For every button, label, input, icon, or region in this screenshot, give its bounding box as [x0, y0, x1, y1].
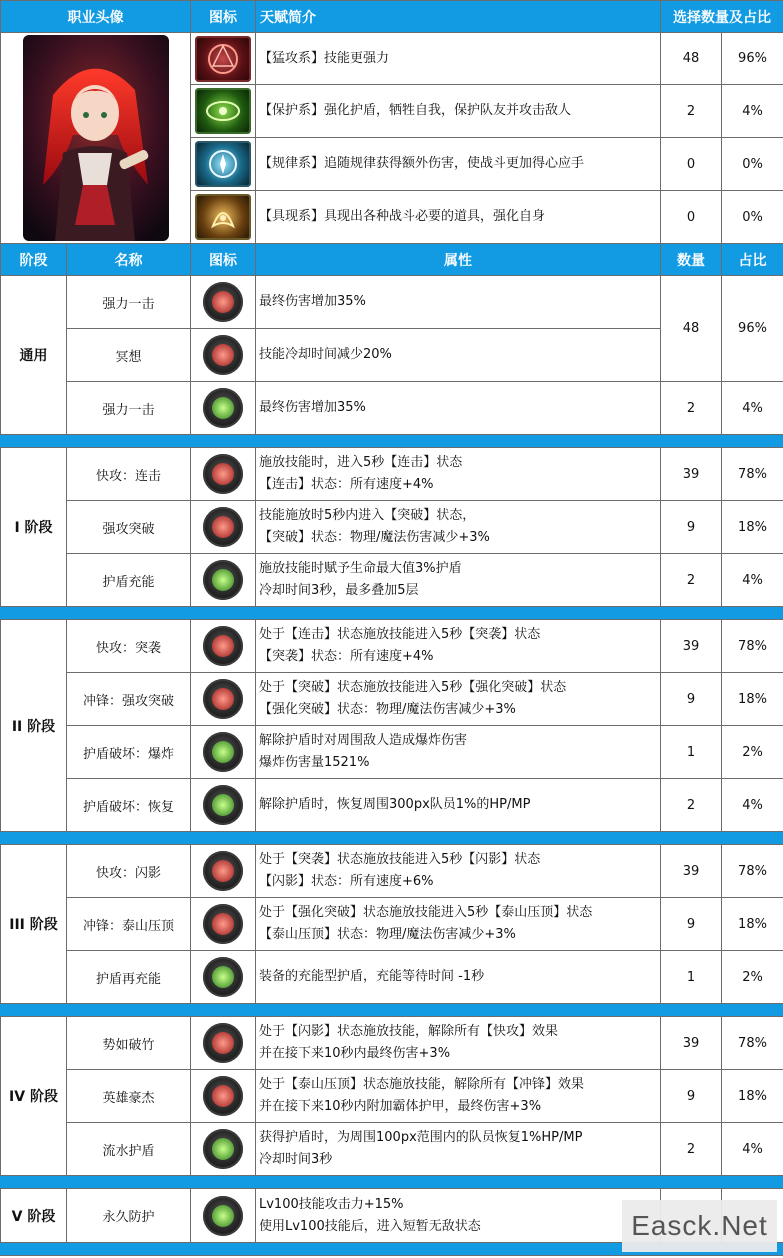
- skill-attr-line: 【突破】状态：物理/魔法伤害减少+3%: [259, 530, 490, 545]
- green-sword-icon: [203, 388, 243, 428]
- stage-divider: [1, 435, 783, 448]
- skill-count: 39: [661, 620, 722, 673]
- skill-attr: [256, 501, 661, 554]
- red-raid-icon: [203, 626, 243, 666]
- skill-pct: 4%: [722, 1123, 783, 1176]
- subheader-pct: 占比: [722, 244, 783, 276]
- skill-attr-line: 冷却时间3秒: [259, 1152, 333, 1167]
- skill-count: 39: [661, 1017, 722, 1070]
- skill-attr: [256, 448, 661, 501]
- red-sigil-icon: [195, 36, 251, 82]
- skill-attr-line: 并在接下来10秒内最终伤害+3%: [259, 1046, 451, 1061]
- subheader-icon: 图标: [191, 244, 256, 276]
- skill-attr-line: 【强化突破】状态：物理/魔法伤害减少+3%: [259, 702, 516, 717]
- talent-count-2: 0: [661, 138, 722, 191]
- talent-count-3: 0: [661, 191, 722, 244]
- skill-attr-line: 爆炸伤害量1521%: [259, 755, 370, 770]
- skill-attr: [256, 845, 661, 898]
- skill-pct: 78%: [722, 845, 783, 898]
- green-water-icon: [203, 1129, 243, 1169]
- skill-attr-line: 【泰山压顶】状态：物理/魔法伤害减少+3%: [259, 927, 516, 942]
- character-portrait: [23, 35, 169, 241]
- skill-attr-line: Lv100技能攻击力+15%: [259, 1196, 404, 1212]
- skill-pct: 2%: [722, 951, 783, 1004]
- skill-count: 9: [661, 501, 722, 554]
- talent-pct-1: 4%: [722, 85, 783, 138]
- stage-divider: [1, 1004, 783, 1017]
- subheader-attr: 属性: [256, 244, 661, 276]
- header-icon: 图标: [191, 1, 256, 33]
- red-break-icon: [203, 507, 243, 547]
- skill-attr: [256, 1123, 661, 1176]
- skill-attr: [256, 1189, 661, 1243]
- skill-pct: 4%: [722, 554, 783, 607]
- skill-attr: [256, 779, 661, 832]
- skill-attr: [256, 726, 661, 779]
- stage-3-label: III 阶段: [1, 845, 67, 1004]
- talent-icon-cell: [191, 138, 256, 191]
- skill-pct: 18%: [722, 501, 783, 554]
- skill-attr: 最终伤害增加35%: [256, 276, 661, 329]
- skill-attr: [256, 898, 661, 951]
- skill-count: 9: [661, 1070, 722, 1123]
- skill-attr: [256, 1070, 661, 1123]
- skill-pct: 78%: [722, 1017, 783, 1070]
- header-portrait: 职业头像: [1, 1, 191, 33]
- stage-1-label: I 阶段: [1, 448, 67, 607]
- red-sword-icon: [203, 282, 243, 322]
- talent-intro-2: 【规律系】追随规律获得额外伤害，使战斗更加得心应手: [256, 138, 661, 191]
- skill-attr-line: 【闪影】状态：所有速度+6%: [259, 874, 434, 889]
- stage-divider: [1, 607, 783, 620]
- talent-pct-2: 0%: [722, 138, 783, 191]
- header-intro: 天赋简介: [256, 1, 661, 33]
- skill-name: 流水护盾: [67, 1123, 191, 1176]
- skill-count: 9: [661, 898, 722, 951]
- stage-2-label: II 阶段: [1, 620, 67, 832]
- stage-divider: [1, 1176, 783, 1189]
- red-shadow-icon: [203, 851, 243, 891]
- skill-attr-line: 处于【强化突破】状态施放技能进入5秒【泰山压顶】状态: [259, 905, 593, 920]
- talent-count-0: 48: [661, 33, 722, 85]
- skill-name: 势如破竹: [67, 1017, 191, 1070]
- skill-name: 冲锋：强攻突破: [67, 673, 191, 726]
- skill-pct: 4%: [722, 382, 783, 435]
- skill-pct: 18%: [722, 898, 783, 951]
- green-shield-icon: [203, 560, 243, 600]
- skill-pct: 18%: [722, 1070, 783, 1123]
- skill-attr-line: 施放技能时赋予生命最大值3%护盾: [259, 561, 462, 576]
- skill-attr-line: 处于【闪影】状态施放技能，解除所有【快攻】效果: [259, 1024, 559, 1039]
- skill-pct: 4%: [722, 779, 783, 832]
- subheader-count: 数量: [661, 244, 722, 276]
- skill-pct: 78%: [722, 620, 783, 673]
- skill-attr-line: 处于【泰山压顶】状态施放技能，解除所有【冲锋】效果: [259, 1077, 585, 1092]
- skill-name: 英雄豪杰: [67, 1070, 191, 1123]
- skill-pct: 18%: [722, 673, 783, 726]
- skill-attr-line: 技能施放时5秒内进入【突破】状态，: [259, 508, 476, 523]
- skill-name: 快攻：连击: [67, 448, 191, 501]
- skill-attr-line: 处于【突破】状态施放技能进入5秒【强化突破】状态: [259, 680, 567, 695]
- skill-count: 39: [661, 845, 722, 898]
- skill-count: 9: [661, 673, 722, 726]
- skill-count: 39: [661, 448, 722, 501]
- skill-pct: 2%: [722, 726, 783, 779]
- skill-attr-line: 解除护盾时，恢复周围300px队员1%的HP/MP: [259, 797, 531, 812]
- skill-attr-line: 冷却时间3秒，最多叠加5层: [259, 583, 419, 598]
- skill-pct: 96%: [722, 276, 783, 382]
- talent-icon-cell: [191, 85, 256, 138]
- gold-flame-icon: [195, 194, 251, 240]
- skill-name: 护盾充能: [67, 554, 191, 607]
- skill-count: 1: [661, 726, 722, 779]
- talent-count-1: 2: [661, 85, 722, 138]
- stage-5-label: V 阶段: [1, 1189, 67, 1243]
- skill-pct: 78%: [722, 448, 783, 501]
- skill-name: 护盾破坏：爆炸: [67, 726, 191, 779]
- green-blast-icon: [203, 732, 243, 772]
- talent-pct-0: 96%: [722, 33, 783, 85]
- stage-divider: [1, 832, 783, 845]
- portrait-cell: [1, 33, 191, 244]
- stage-4-label: IV 阶段: [1, 1017, 67, 1176]
- skill-attr-line: 处于【连击】状态施放技能进入5秒【突袭】状态: [259, 627, 541, 642]
- skill-name: 强攻突破: [67, 501, 191, 554]
- skill-attr-line: 解除护盾时对周围敌人造成爆炸伤害: [259, 733, 468, 748]
- skill-attr: [256, 951, 661, 1004]
- skill-attr-line: 获得护盾时，为周围100px范围内的队员恢复1%HP/MP: [259, 1130, 583, 1145]
- skill-attr-line: 并在接下来10秒内附加霸体护甲，最终伤害+3%: [259, 1099, 542, 1114]
- skill-count: 1: [661, 951, 722, 1004]
- skill-name: 冲锋：泰山压顶: [67, 898, 191, 951]
- skill-attr: [256, 620, 661, 673]
- subheader-stage: 阶段: [1, 244, 67, 276]
- skill-name: 护盾破坏：恢复: [67, 779, 191, 832]
- skill-count: 2: [661, 382, 722, 435]
- green-recharge-icon: [203, 957, 243, 997]
- red-charge-icon: [203, 679, 243, 719]
- green-guard-icon: [203, 1196, 243, 1236]
- red-hero-icon: [203, 1076, 243, 1116]
- skill-attr: [256, 673, 661, 726]
- subheader-name: 名称: [67, 244, 191, 276]
- skill-name: 强力一击: [67, 382, 191, 435]
- skill-attr: [256, 1017, 661, 1070]
- stage-common-label: 通用: [1, 276, 67, 435]
- red-mountain-icon: [203, 904, 243, 944]
- skill-name: 冥想: [67, 329, 191, 382]
- skill-attr: 技能冷却时间减少20%: [256, 329, 661, 382]
- skill-name: 护盾再充能: [67, 951, 191, 1004]
- skill-attr: [256, 554, 661, 607]
- skill-attr-line: 施放技能时，进入5秒【连击】状态: [259, 455, 463, 470]
- skill-attr-line: 处于【突袭】状态施放技能进入5秒【闪影】状态: [259, 852, 541, 867]
- green-eye-icon: [195, 88, 251, 134]
- talent-intro-1: 【保护系】强化护盾，牺牲自我，保护队友并攻击敌人: [256, 85, 661, 138]
- red-combo-icon: [203, 454, 243, 494]
- skill-attr-line: 【突袭】状态：所有速度+4%: [259, 649, 434, 664]
- talent-intro-3: 【具现系】具现出各种战斗必要的道具，强化自身: [256, 191, 661, 244]
- skill-attr: 最终伤害增加35%: [256, 382, 661, 435]
- talent-icon-cell: [191, 191, 256, 244]
- skill-name: 快攻：闪影: [67, 845, 191, 898]
- red-bamboo-icon: [203, 1023, 243, 1063]
- green-heal-icon: [203, 785, 243, 825]
- header-select: 选择数量及占比: [661, 1, 783, 33]
- skill-attr-line: 【连击】状态：所有速度+4%: [259, 477, 434, 492]
- blue-orb-icon: [195, 141, 251, 187]
- talent-intro-0: 【猛攻系】技能更强力: [256, 33, 661, 85]
- skill-attr-line: 使用Lv100技能后，进入短暂无敌状态: [259, 1218, 481, 1234]
- skill-count: 2: [661, 554, 722, 607]
- red-book-icon: [203, 335, 243, 375]
- skill-count: 2: [661, 1123, 722, 1176]
- skill-attr-line: 装备的充能型护盾，充能等待时间 -1秒: [259, 969, 485, 984]
- talent-icon-cell: [191, 33, 256, 85]
- skill-name: 永久防护: [67, 1189, 191, 1243]
- skill-count: 2: [661, 779, 722, 832]
- watermark: Easck.Net: [622, 1200, 777, 1252]
- skill-count: 48: [661, 276, 722, 382]
- skill-name: 快攻：突袭: [67, 620, 191, 673]
- talent-pct-3: 0%: [722, 191, 783, 244]
- skill-name: 强力一击: [67, 276, 191, 329]
